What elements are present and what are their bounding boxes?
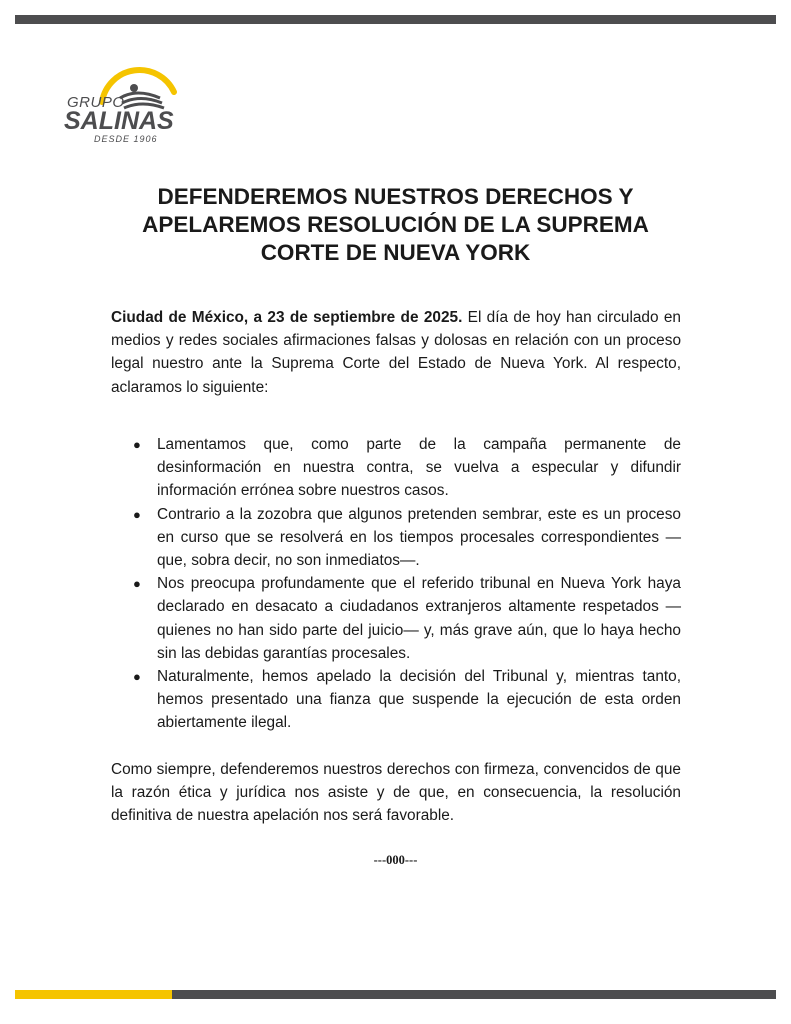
bullet-icon: ●	[133, 576, 141, 592]
bullet-icon: ●	[133, 437, 141, 452]
closing-mark: ---000---	[373, 853, 418, 867]
page-title	[100, 183, 691, 267]
list-item	[111, 665, 681, 735]
grupo-salinas-logo	[62, 58, 182, 146]
title-line-2: APELAREMOS RESOLUCIÓN DE LA SUPREMA	[142, 212, 649, 237]
logo-desde-text: DESDE 1906	[94, 134, 158, 144]
list-item	[111, 433, 681, 503]
title-line-1: DEFENDEREMOS NUESTROS DERECHOS Y	[157, 184, 634, 209]
bullet-icon: ●	[133, 506, 141, 522]
bullet-icon: ●	[133, 669, 141, 685]
statement-list	[111, 433, 681, 735]
list-item	[111, 572, 681, 665]
list-item-text: Lamentamos que, como parte de la campaña permanente de desinformación en nuestra contra, se vuelva a especular y difundir información errónea sobre nuestros casos.	[157, 436, 681, 500]
logo-salinas-text: SALINAS	[64, 107, 174, 135]
list-item	[111, 503, 681, 573]
logo-grupo-text: GRUPO	[67, 94, 125, 111]
footer-rule-yellow	[15, 990, 172, 999]
title-line-3: CORTE DE NUEVA YORK	[260, 240, 531, 265]
intro-paragraph	[111, 306, 681, 399]
header-rule	[15, 15, 776, 24]
footer-rule-grey	[172, 990, 776, 999]
list-item-text: Naturalmente, hemos apelado la decisión del Tribunal y, mientras tanto, hemos presentado una fianza que suspende la ejecución de esta orden abiertamente ilegal.	[157, 668, 681, 732]
footer-rule	[15, 990, 776, 999]
list-item-text: Contrario a la zozobra que algunos pretenden sembrar, este es un proceso en curso que se resolverá en los tiempos procesales correspondientes —que, sobra decir, no son inmediatos—.	[157, 505, 681, 570]
intro-text: El día de hoy han circulado en medios y redes sociales afirmaciones falsas y dolosas en relación con un proceso legal nuestro ante la Suprema Corte del Estado de Nueva York. Al respecto, aclaramos lo siguiente:	[111, 309, 681, 396]
conclusion-paragraph: Como siempre, defenderemos nuestros derechos con firmeza, convencidos de que la razón ética y jurídica nos asiste y de que, en consecuencia, la resolución definitiva de nuestra apelación nos será favorable.	[111, 761, 681, 825]
intro-dateline: Ciudad de México, a 23 de septiembre de 2025.	[111, 309, 463, 326]
list-item-text: Nos preocupa profundamente que el referido tribunal en Nueva York haya declarado en desacato a ciudadanos extranjeros altamente respetados —quienes no han sido parte del juicio— y, más grave aún, que lo haya hecho sin las debidas garantías procesales.	[157, 575, 681, 662]
